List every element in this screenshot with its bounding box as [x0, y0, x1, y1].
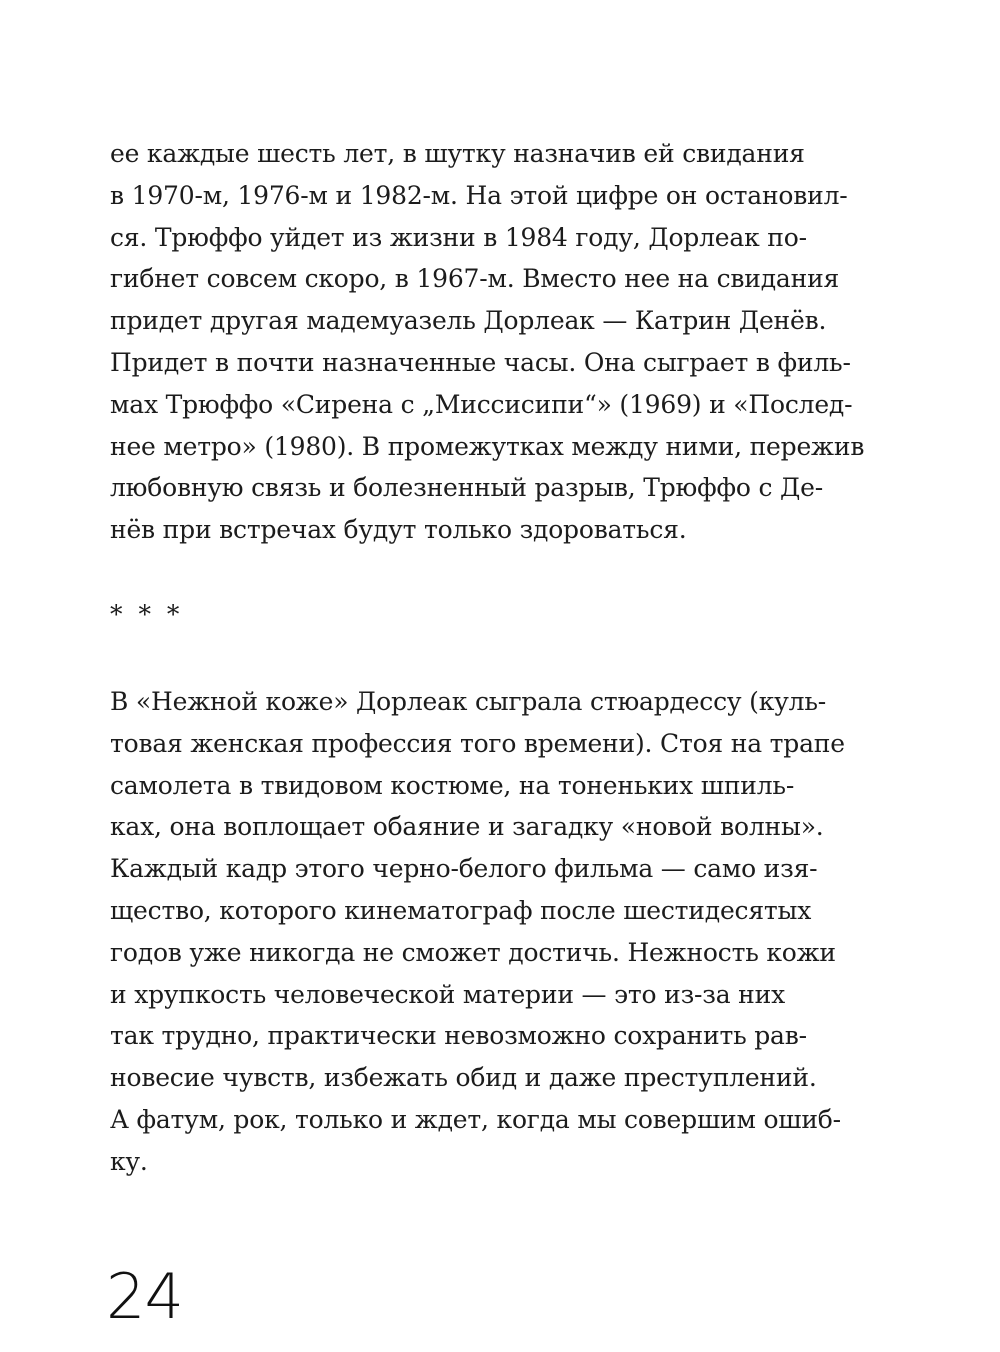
text-line: ку. — [110, 1146, 148, 1176]
section-separator: * * * — [110, 600, 184, 629]
text-line: товая женская профессия того времени). Стоя на трапе — [110, 728, 845, 758]
text-line: ся. Трюффо уйдет из жизни в 1984 году, Дорлеак по- — [110, 222, 807, 252]
text-line: самолета в твидовом костюме, на тоненьких шпиль- — [110, 770, 795, 800]
text-line: в 1970-м, 1976-м и 1982-м. На этой цифре он остановил- — [110, 180, 848, 210]
text-line: любовную связь и болезненный разрыв, Трюффо с Де- — [110, 473, 823, 503]
text-line: новесие чувств, избежать обид и даже преступлений. — [110, 1063, 817, 1093]
paragraph-1 — [110, 133, 890, 551]
text-line: годов уже никогда не сможет достичь. Нежность кожи — [110, 937, 836, 967]
text-line: В «Нежной коже» Дорлеак сыграла стюардессу (куль- — [110, 687, 826, 716]
text-line: ках, она воплощает обаяние и загадку «новой волны». — [110, 812, 824, 842]
text-line: и хрупкость человеческой материи — это из-за них — [110, 979, 785, 1009]
paragraph-2 — [110, 681, 890, 1183]
text-line: щество, которого кинематограф после шестидесятых — [110, 895, 812, 925]
text-line: так трудно, практически невозможно сохранить рав- — [110, 1021, 807, 1051]
text-line: гибнет совсем скоро, в 1967-м. Вместо нее на свидания — [110, 264, 840, 294]
page-number: 24 — [106, 1260, 183, 1333]
text-line: А фатум, рок, только и ждет, когда мы совершим ошиб- — [110, 1104, 841, 1134]
text-line: ее каждые шесть лет, в шутку назначив ей свидания — [110, 139, 805, 168]
text-line: придет другая мадемуазель Дорлеак — Катрин Денёв. — [110, 306, 827, 336]
text-line: нее метро» (1980). В промежутках между ними, пережив — [110, 431, 865, 461]
text-line: Придет в почти назначенные часы. Она сыграет в филь- — [110, 347, 851, 377]
text-line: Каждый кадр этого черно-белого фильма — само изя- — [110, 854, 818, 884]
text-line: мах Трюффо «Сирена с „Миссисипи“» (1969) и «Послед- — [110, 389, 853, 419]
text-line: нёв при встречах будут только здороваться. — [110, 515, 687, 545]
